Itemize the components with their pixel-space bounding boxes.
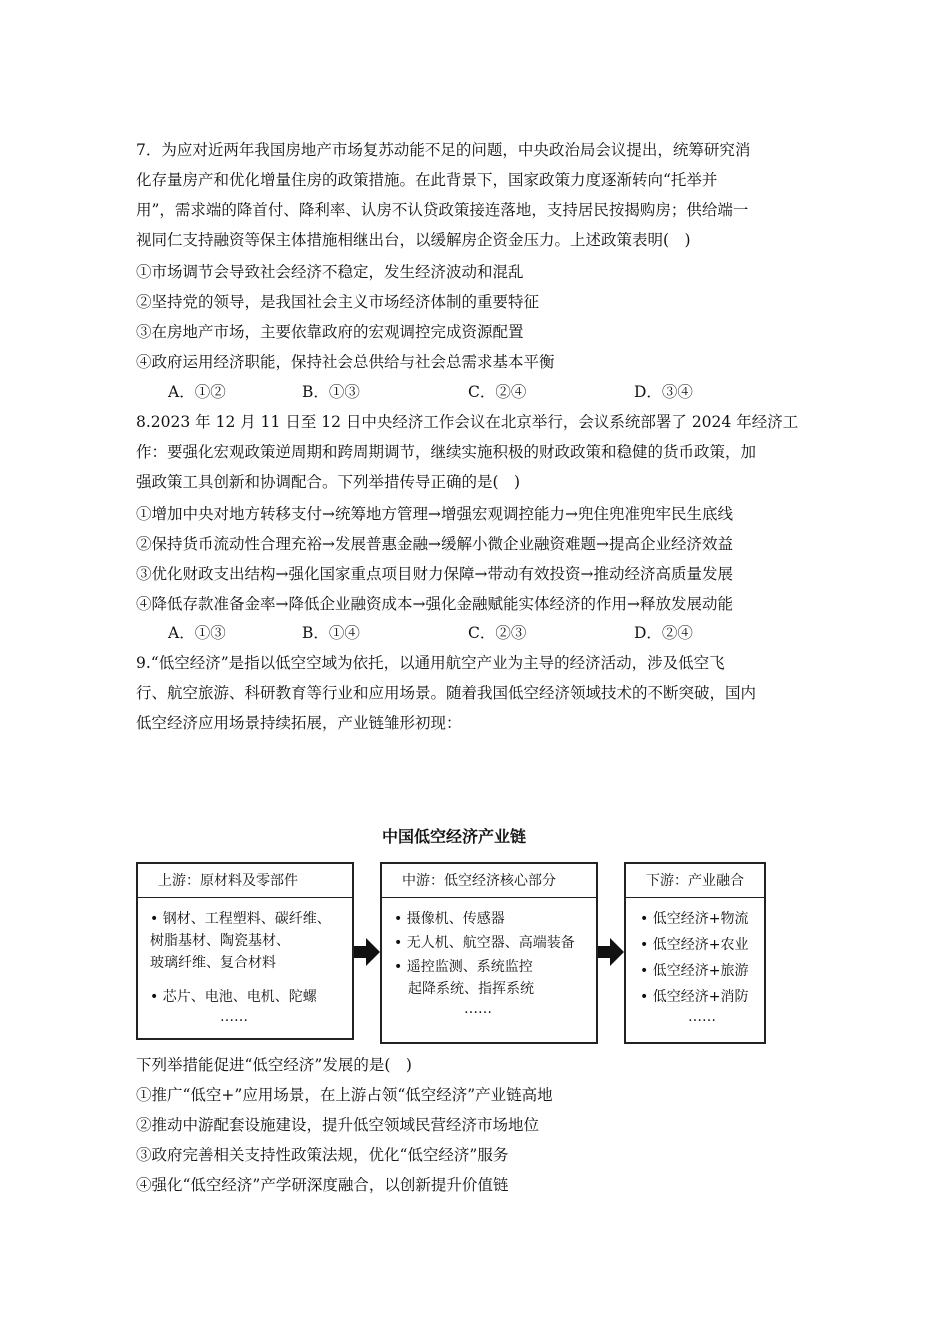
- q8-statement-2: ②保持货币流动性合理充裕→发展普惠金融→缓解小微企业融资难题→提高企业经济效益: [136, 535, 733, 553]
- q7-option-c[interactable]: C．②④: [468, 383, 527, 401]
- upstream-ellipsis: ……: [220, 1009, 248, 1025]
- q8-stem-line: 强政策工具创新和协调配合。下列举措传导正确的是( ): [136, 473, 521, 491]
- upstream-header: 上游：原材料及零部件: [138, 864, 352, 898]
- q8-stem-line: 8.2023 年 12 月 11 日至 12 日中央经济工作会议在北京举行，会议系统部署了 2024 年经济工: [136, 413, 799, 431]
- q8-option-c[interactable]: C．②③: [468, 624, 527, 642]
- q9-stem-line: 9.“低空经济”是指以低空空域为依托，以通用航空产业为主导的经济活动，涉及低空飞: [136, 654, 725, 672]
- downstream-item: • 低空经济+消防: [640, 989, 749, 1005]
- q7-statement-2: ②坚持党的领导，是我国社会主义市场经济体制的重要特征: [136, 293, 540, 311]
- midstream-box: [380, 862, 598, 1044]
- q8-statement-4: ④降低存款准备金率→降低企业融资成本→强化金融赋能实体经济的作用→释放发展动能: [136, 595, 733, 613]
- q7-statement-4: ④政府运用经济职能，保持社会总供给与社会总需求基本平衡: [136, 353, 555, 371]
- midstream-ellipsis: ……: [464, 1001, 492, 1017]
- q7-option-d[interactable]: D．③④: [634, 383, 693, 401]
- q7-stem-line: 7．为应对近两年我国房地产市场复苏动能不足的问题，中央政治局会议提出，统筹研究消: [136, 141, 751, 159]
- upstream-body: [150, 908, 346, 1026]
- q7-stem-line: 视同仁支持融资等保主体措施相继出台，以缓解房企资金压力。上述政策表明( ): [136, 231, 691, 249]
- upstream-box: [136, 862, 354, 1040]
- q7-statement-3: ③在房地产市场，主要依靠政府的宏观调控完成资源配置: [136, 323, 524, 341]
- midstream-item: • 摄像机、传感器: [394, 911, 505, 927]
- midstream-item: • 无人机、航空器、高端装备: [394, 935, 575, 951]
- midstream-item: 起降系统、指挥系统: [408, 981, 534, 997]
- midstream-body: [394, 908, 590, 1018]
- industry-chain-diagram: [134, 820, 774, 1050]
- downstream-header: 下游：产业融合: [626, 864, 764, 898]
- q7-option-a[interactable]: A．①②: [168, 383, 226, 401]
- upstream-item: • 钢材、工程塑料、碳纤维、: [150, 911, 331, 927]
- midstream-header: 中游：低空经济核心部分: [382, 864, 596, 898]
- diagram-title: 中国低空经济产业链: [381, 827, 526, 846]
- downstream-box: [624, 862, 766, 1044]
- arrow-right-icon: [598, 938, 624, 966]
- q7-stem-line: 用”，需求端的降首付、降利率、认房不认贷政策接连落地，支持居民按揭购房；供给端一: [136, 201, 749, 219]
- q7-stem-line: 化存量房产和优化增量住房的政策措施。在此背景下，国家政策力度逐渐转向“托举并: [136, 171, 718, 189]
- q9-statement-3: ③政府完善相关支持性政策法规，优化“低空经济”服务: [136, 1146, 509, 1164]
- downstream-body: [640, 908, 758, 1026]
- q9-statement-1: ①推广“低空+”应用场景，在上游占领“低空经济”产业链高地: [136, 1086, 553, 1104]
- upstream-item: 树脂基材、陶瓷基材、: [150, 933, 290, 949]
- q9-stem-line: 行、航空旅游、科研教育等行业和应用场景。随着我国低空经济领域技术的不断突破，国内: [136, 684, 757, 702]
- q8-statement-1: ①增加中央对地方转移支付→统筹地方管理→增强宏观调控能力→兜住兜准兜牢民生底线: [136, 505, 733, 523]
- downstream-item: • 低空经济+旅游: [640, 963, 749, 979]
- downstream-item: • 低空经济+物流: [640, 911, 749, 927]
- midstream-item: • 遥控监测、系统监控: [394, 959, 533, 975]
- q8-stem-line: 作：要强化宏观政策逆周期和跨周期调节，继续实施积极的财政政策和稳健的货币政策，加: [136, 443, 757, 461]
- q8-statement-3: ③优化财政支出结构→强化国家重点项目财力保障→带动有效投资→推动经济高质量发展: [136, 565, 733, 583]
- upstream-item: 玻璃纤维、复合材料: [150, 955, 276, 971]
- q9-question: 下列举措能促进“低空经济”发展的是( ): [136, 1056, 412, 1074]
- q8-option-b[interactable]: B．①④: [302, 624, 360, 642]
- q8-option-a[interactable]: A．①③: [168, 624, 226, 642]
- upstream-item: • 芯片、电池、电机、陀螺: [150, 989, 317, 1005]
- arrow-right-icon: [354, 938, 380, 966]
- q8-option-d[interactable]: D．②④: [634, 624, 693, 642]
- q7-statement-1: ①市场调节会导致社会经济不稳定，发生经济波动和混乱: [136, 263, 524, 281]
- downstream-item: • 低空经济+农业: [640, 937, 749, 953]
- q9-stem-line: 低空经济应用场景持续拓展，产业链雏形初现：: [136, 714, 462, 732]
- q9-statement-4: ④强化“低空经济”产学研深度融合，以创新提升价值链: [136, 1176, 509, 1194]
- q9-statement-2: ②推动中游配套设施建设，提升低空领域民营经济市场地位: [136, 1116, 540, 1134]
- downstream-ellipsis: ……: [688, 1009, 716, 1025]
- q7-option-b[interactable]: B．①③: [302, 383, 360, 401]
